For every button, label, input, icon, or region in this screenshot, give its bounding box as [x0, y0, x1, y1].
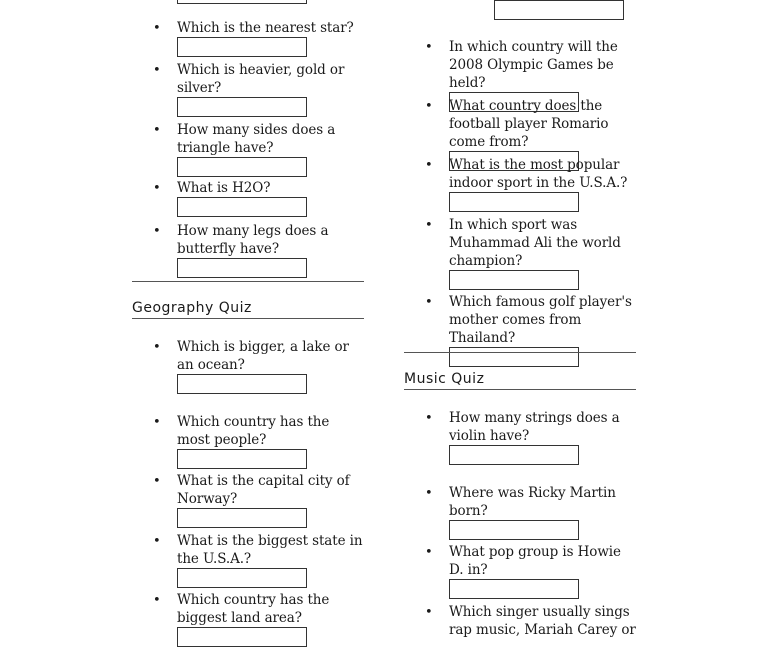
quiz-question [132, 19, 364, 57]
quiz-question [132, 591, 364, 647]
bullet-icon: • [153, 21, 161, 36]
answer-input[interactable] [177, 508, 307, 528]
question-text: What pop group is Howie D. in? [449, 544, 621, 578]
answer-input[interactable] [177, 0, 307, 4]
bullet-icon: • [153, 474, 161, 489]
bullet-icon: • [425, 295, 433, 310]
quiz-question [132, 179, 364, 217]
answer-input[interactable] [449, 579, 579, 599]
quiz-question [132, 222, 364, 278]
section-heading: Geography Quiz [132, 299, 364, 319]
answer-input[interactable] [494, 0, 624, 20]
answer-input[interactable] [449, 347, 579, 367]
quiz-question [132, 338, 364, 394]
quiz-question [404, 603, 636, 639]
quiz-question [132, 532, 364, 588]
bullet-icon: • [153, 593, 161, 608]
answer-input[interactable] [177, 568, 307, 588]
bullet-icon: • [153, 340, 161, 355]
answer-input[interactable] [177, 37, 307, 57]
question-text: How many strings does a violin have? [449, 410, 620, 444]
answer-input[interactable] [177, 627, 307, 647]
quiz-question [404, 216, 636, 290]
section-divider [404, 352, 636, 353]
bullet-icon: • [425, 158, 433, 173]
bullet-icon: • [153, 63, 161, 78]
bullet-icon: • [425, 411, 433, 426]
bullet-icon: • [425, 486, 433, 501]
section-divider [132, 281, 364, 282]
bullet-icon: • [153, 224, 161, 239]
question-text: In which sport was Muhammad Ali the world champion? [449, 217, 621, 269]
question-text: Which is heavier, gold or silver? [177, 62, 345, 96]
question-text: Which is bigger, a lake or an ocean? [177, 339, 349, 373]
bullet-icon: • [425, 545, 433, 560]
quiz-question [132, 472, 364, 528]
answer-input[interactable] [177, 374, 307, 394]
question-text: Where was Ricky Martin born? [449, 485, 616, 519]
question-text: What country does the football player Romario come from? [449, 98, 609, 150]
quiz-question [404, 293, 636, 367]
question-text: What is the biggest state in the U.S.A.? [177, 533, 363, 567]
quiz-question [404, 156, 636, 212]
quiz-question [404, 484, 636, 540]
question-text: What is H2O? [177, 180, 271, 196]
bullet-icon: • [425, 40, 433, 55]
answer-input[interactable] [177, 449, 307, 469]
bullet-icon: • [153, 534, 161, 549]
bullet-icon: • [153, 181, 161, 196]
quiz-question [404, 409, 636, 465]
answer-input[interactable] [177, 197, 307, 217]
question-text: Which country has the biggest land area? [177, 592, 330, 626]
bullet-icon: • [425, 99, 433, 114]
quiz-question [132, 121, 364, 177]
quiz-question [132, 61, 364, 117]
answer-input[interactable] [177, 258, 307, 278]
question-text: In which country will the 2008 Olympic Games be held? [449, 39, 618, 91]
bullet-icon: • [425, 218, 433, 233]
bullet-icon: • [153, 123, 161, 138]
quiz-question [132, 413, 364, 469]
question-text: What is the capital city of Norway? [177, 473, 350, 507]
section-heading: Music Quiz [404, 370, 636, 390]
question-text: Which famous golf player's mother comes from Thailand? [449, 294, 632, 346]
answer-input[interactable] [449, 445, 579, 465]
question-text: How many sides does a triangle have? [177, 122, 336, 156]
quiz-question [404, 543, 636, 599]
question-text: Which is the nearest star? [177, 20, 354, 36]
answer-input[interactable] [177, 97, 307, 117]
question-text: How many legs does a butterfly have? [177, 223, 329, 257]
question-text: What is the most popular indoor sport in the U.S.A.? [449, 157, 628, 191]
question-text: Which singer usually sings rap music, Mariah Carey or [449, 604, 636, 638]
question-text: Which country has the most people? [177, 414, 330, 448]
answer-input[interactable] [449, 192, 579, 212]
answer-input[interactable] [177, 157, 307, 177]
bullet-icon: • [153, 415, 161, 430]
answer-input[interactable] [449, 520, 579, 540]
bullet-icon: • [425, 605, 433, 620]
answer-input[interactable] [449, 270, 579, 290]
